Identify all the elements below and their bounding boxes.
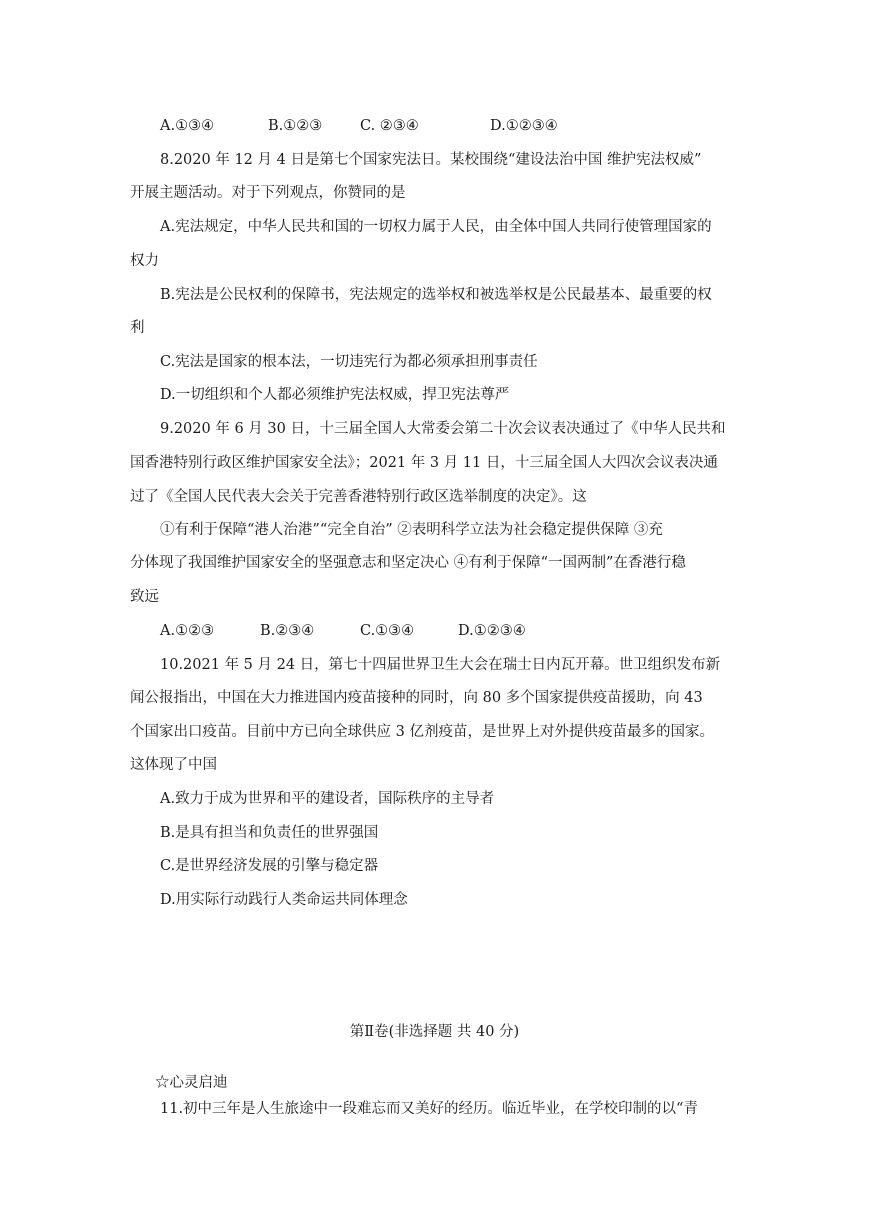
q10-option-d: D.用实际行动践行人类命运共同体理念 bbox=[160, 892, 408, 908]
q10-option-b: B.是具有担当和负责任的世界强国 bbox=[160, 825, 379, 841]
q8-option-b-line1: B.宪法是公民权利的保障书，宪法规定的选举权和被选举权是公民最基本、最重要的权 bbox=[160, 287, 712, 303]
q8-option-c: C.宪法是国家的根本法，一切违宪行为都必须承担刑事责任 bbox=[160, 354, 538, 370]
q8-stem-line1: 8.2020 年 12 月 4 日是第七个国家宪法日。某校围绕“建设法治中国 维护宪法权威” bbox=[160, 152, 702, 168]
q7-option-d: D.①②③④ bbox=[490, 118, 558, 134]
q10-option-a: A.致力于成为世界和平的建设者，国际秩序的主导者 bbox=[160, 791, 495, 807]
q9-option-c: C.①③④ bbox=[360, 623, 415, 639]
q8-stem-line2: 开展主题活动。对于下列观点，你赞同的是 bbox=[130, 185, 406, 201]
q9-items-line2: 分体现了我国维护国家安全的坚强意志和坚定决心 ④有利于保障“一国两制”在香港行稳 bbox=[130, 555, 686, 571]
q9-option-a: A.①②③ bbox=[160, 623, 215, 639]
q7-option-a: A.①③④ bbox=[160, 118, 215, 134]
q8-option-d: D.一切组织和个人都必须维护宪法权威，捍卫宪法尊严 bbox=[160, 387, 510, 403]
q9-stem-line2: 国香港特别行政区维护国家安全法》；2021 年 3 月 11 日，十三届全国人大四次会议表决通 bbox=[130, 455, 718, 471]
q8-option-a-line2: 权力 bbox=[130, 253, 159, 269]
q7-option-b: B.①②③ bbox=[268, 118, 323, 134]
q8-option-b-line2: 利 bbox=[130, 320, 145, 336]
q9-stem-line3: 过了《全国人民代表大会关于完善香港特别行政区选举制度的决定》。这 bbox=[130, 489, 587, 505]
section-label: ☆心灵启迪 bbox=[155, 1075, 228, 1091]
q11-stem-line1: 11.初中三年是人生旅途中一段难忘而又美好的经历。临近毕业，在学校印制的以“青 bbox=[160, 1101, 698, 1117]
q8-option-a-line1: A.宪法规定，中华人民共和国的一切权力属于人民，由全体中国人共同行使管理国家的 bbox=[160, 219, 712, 235]
q9-stem-line1: 9.2020 年 6 月 30 日，十三届全国人大常委会第二十次会议表决通过了《中华人民共和 bbox=[160, 421, 726, 437]
q10-stem-line1: 10.2021 年 5 月 24 日，第七十四届世界卫生大会在瑞士日内瓦开幕。世卫组织发布新 bbox=[160, 657, 721, 673]
part2-title: 第Ⅱ卷(非选择题 共 40 分) bbox=[349, 1024, 520, 1040]
q9-option-d: D.①②③④ bbox=[458, 623, 526, 639]
q9-items-line3: 致远 bbox=[130, 589, 159, 605]
q10-stem-line2: 闻公报指出，中国在大力推进国内疫苗接种的同时，向 80 多个国家提供疫苗援助，向 43 bbox=[130, 690, 703, 706]
q10-stem-line4: 这体现了中国 bbox=[130, 757, 217, 773]
q9-option-b: B.②③④ bbox=[260, 623, 315, 639]
q9-items-line1: ①有利于保障“港人治港”“完全自治” ②表明科学立法为社会稳定提供保障 ③充 bbox=[160, 522, 663, 538]
q10-stem-line3: 个国家出口疫苗。目前中方已向全球供应 3 亿剂疫苗，是世界上对外提供疫苗最多的国家。 bbox=[130, 724, 714, 740]
q10-option-c: C.是世界经济发展的引擎与稳定器 bbox=[160, 858, 379, 874]
q7-option-c: C. ②③④ bbox=[360, 118, 419, 134]
